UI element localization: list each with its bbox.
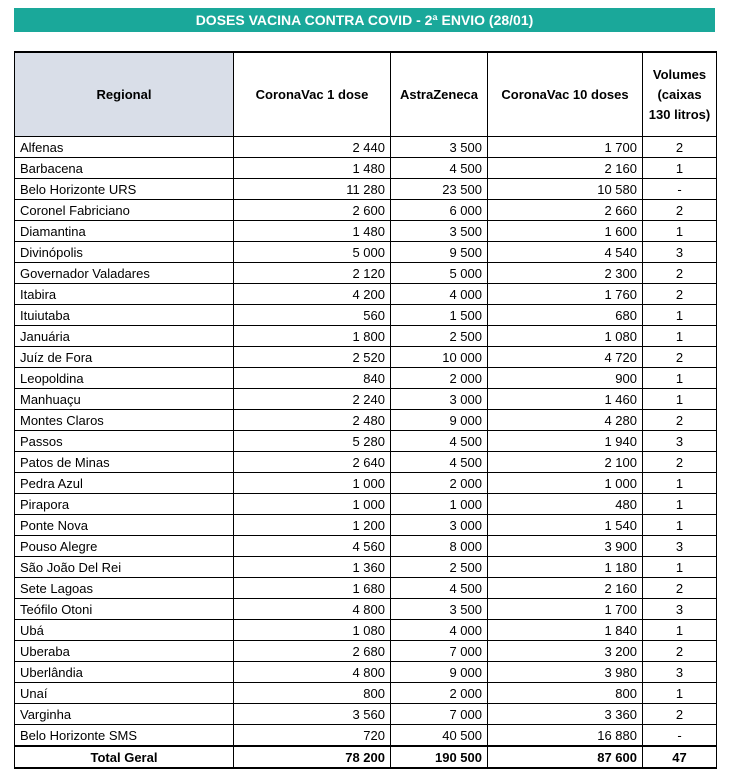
regional-name: Januária [15,326,234,347]
table-row [15,683,717,704]
astrazeneca-cell: 3 000 [391,389,488,410]
table-row [15,473,717,494]
astrazeneca-cell: 8 000 [391,536,488,557]
coronavac-10-doses-cell: 680 [488,305,643,326]
astrazeneca-cell: 3 500 [391,599,488,620]
total-row [15,746,717,768]
coronavac-1-dose-cell: 2 640 [234,452,391,473]
coronavac-1-dose-cell: 2 600 [234,200,391,221]
table-row [15,284,717,305]
regional-name: São João Del Rei [15,557,234,578]
regional-name: Juíz de Fora [15,347,234,368]
table-row [15,641,717,662]
volumes-cell: 1 [643,389,717,410]
regional-name: Varginha [15,704,234,725]
volumes-cell: 1 [643,368,717,389]
volumes-cell: 3 [643,431,717,452]
astrazeneca-cell: 4 500 [391,158,488,179]
coronavac-10-doses-cell: 16 880 [488,725,643,747]
table-row [15,494,717,515]
coronavac-1-dose-cell: 4 200 [234,284,391,305]
astrazeneca-cell: 4 500 [391,431,488,452]
astrazeneca-cell: 9 000 [391,662,488,683]
table-row [15,326,717,347]
coronavac-10-doses-cell: 2 300 [488,263,643,284]
regional-name: Ponte Nova [15,515,234,536]
astrazeneca-cell: 3 500 [391,137,488,158]
coronavac-1-dose-cell: 1 680 [234,578,391,599]
regional-name: Alfenas [15,137,234,158]
astrazeneca-cell: 2 000 [391,368,488,389]
regional-name: Divinópolis [15,242,234,263]
volumes-cell: 1 [643,494,717,515]
table-row [15,221,717,242]
coronavac-10-doses-cell: 1 600 [488,221,643,242]
coronavac-1-dose-cell: 2 120 [234,263,391,284]
regional-name: Pedra Azul [15,473,234,494]
astrazeneca-cell: 1 500 [391,305,488,326]
table-row [15,158,717,179]
regional-name: Ubá [15,620,234,641]
volumes-cell: 1 [643,158,717,179]
table-row [15,263,717,284]
coronavac-10-doses-cell: 2 160 [488,158,643,179]
coronavac-10-doses-cell: 4 720 [488,347,643,368]
table-row [15,515,717,536]
regional-name: Coronel Fabriciano [15,200,234,221]
coronavac-1-dose-cell: 4 800 [234,599,391,620]
table-row [15,389,717,410]
coronavac-1-dose-cell: 1 800 [234,326,391,347]
regional-name: Patos de Minas [15,452,234,473]
header-coronavac-1-dose: CoronaVac 1 dose [234,52,391,137]
coronavac-10-doses-cell: 2 100 [488,452,643,473]
header-volumes: Volumes (caixas 130 litros) [643,52,717,137]
volumes-cell: 1 [643,620,717,641]
regional-name: Unaí [15,683,234,704]
volumes-cell: 2 [643,200,717,221]
coronavac-1-dose-cell: 2 520 [234,347,391,368]
astrazeneca-cell: 3 000 [391,515,488,536]
astrazeneca-cell: 6 000 [391,200,488,221]
coronavac-1-dose-cell: 1 200 [234,515,391,536]
astrazeneca-cell: 4 500 [391,452,488,473]
volumes-cell: - [643,179,717,200]
table-row [15,599,717,620]
volumes-cell: 2 [643,263,717,284]
regional-name: Pirapora [15,494,234,515]
coronavac-10-doses-cell: 1 460 [488,389,643,410]
regional-name: Passos [15,431,234,452]
header-row [15,52,717,137]
coronavac-10-doses-cell: 1 000 [488,473,643,494]
coronavac-10-doses-cell: 1 080 [488,326,643,347]
coronavac-1-dose-cell: 5 280 [234,431,391,452]
coronavac-1-dose-cell: 4 560 [234,536,391,557]
regional-name: Montes Claros [15,410,234,431]
coronavac-10-doses-cell: 4 280 [488,410,643,431]
regional-name: Pouso Alegre [15,536,234,557]
volumes-cell: 2 [643,284,717,305]
coronavac-1-dose-cell: 1 480 [234,158,391,179]
astrazeneca-cell: 2 000 [391,683,488,704]
astrazeneca-cell: 7 000 [391,641,488,662]
coronavac-10-doses-cell: 1 180 [488,557,643,578]
volumes-cell: 2 [643,704,717,725]
volumes-cell: 2 [643,347,717,368]
table-row [15,725,717,747]
coronavac-10-doses-cell: 1 700 [488,599,643,620]
table-row [15,578,717,599]
coronavac-10-doses-cell: 800 [488,683,643,704]
doses-table [14,51,717,769]
volumes-cell: 1 [643,473,717,494]
coronavac-10-doses-cell: 4 540 [488,242,643,263]
total-coronavac-1-dose: 78 200 [234,746,391,768]
coronavac-10-doses-cell: 1 540 [488,515,643,536]
coronavac-1-dose-cell: 2 440 [234,137,391,158]
table-row [15,242,717,263]
table-row [15,557,717,578]
astrazeneca-cell: 4 000 [391,620,488,641]
astrazeneca-cell: 23 500 [391,179,488,200]
volumes-cell: 1 [643,683,717,704]
page-title: DOSES VACINA CONTRA COVID - 2ª ENVIO (28/01) [14,8,715,32]
total-coronavac-10-doses: 87 600 [488,746,643,768]
coronavac-10-doses-cell: 3 360 [488,704,643,725]
regional-name: Manhuaçu [15,389,234,410]
regional-name: Uberlândia [15,662,234,683]
volumes-cell: 3 [643,536,717,557]
coronavac-1-dose-cell: 560 [234,305,391,326]
regional-name: Diamantina [15,221,234,242]
astrazeneca-cell: 3 500 [391,221,488,242]
coronavac-1-dose-cell: 1 360 [234,557,391,578]
coronavac-1-dose-cell: 4 800 [234,662,391,683]
astrazeneca-cell: 2 500 [391,557,488,578]
regional-name: Governador Valadares [15,263,234,284]
coronavac-10-doses-cell: 3 980 [488,662,643,683]
table-row [15,200,717,221]
coronavac-1-dose-cell: 2 680 [234,641,391,662]
volumes-cell: 1 [643,557,717,578]
astrazeneca-cell: 9 000 [391,410,488,431]
regional-name: Teófilo Otoni [15,599,234,620]
coronavac-1-dose-cell: 11 280 [234,179,391,200]
coronavac-1-dose-cell: 1 000 [234,494,391,515]
table-body [15,137,717,747]
astrazeneca-cell: 2 500 [391,326,488,347]
volumes-cell: 1 [643,515,717,536]
coronavac-1-dose-cell: 840 [234,368,391,389]
coronavac-10-doses-cell: 1 700 [488,137,643,158]
coronavac-1-dose-cell: 3 560 [234,704,391,725]
table-row [15,179,717,200]
regional-name: Ituiutaba [15,305,234,326]
coronavac-1-dose-cell: 1 000 [234,473,391,494]
table-row [15,452,717,473]
table-row [15,137,717,158]
header-regional: Regional [15,52,234,137]
astrazeneca-cell: 9 500 [391,242,488,263]
coronavac-1-dose-cell: 1 480 [234,221,391,242]
regional-name: Belo Horizonte SMS [15,725,234,747]
coronavac-10-doses-cell: 480 [488,494,643,515]
coronavac-1-dose-cell: 800 [234,683,391,704]
astrazeneca-cell: 4 000 [391,284,488,305]
header-astrazeneca: AstraZeneca [391,52,488,137]
table-row [15,620,717,641]
coronavac-1-dose-cell: 1 080 [234,620,391,641]
total-label: Total Geral [15,746,234,768]
table-row [15,368,717,389]
volumes-cell: 2 [643,578,717,599]
astrazeneca-cell: 2 000 [391,473,488,494]
table-row [15,704,717,725]
table-row [15,305,717,326]
volumes-cell: 2 [643,137,717,158]
coronavac-10-doses-cell: 3 200 [488,641,643,662]
total-astrazeneca: 190 500 [391,746,488,768]
volumes-cell: 2 [643,452,717,473]
regional-name: Belo Horizonte URS [15,179,234,200]
volumes-cell: 3 [643,242,717,263]
astrazeneca-cell: 7 000 [391,704,488,725]
coronavac-10-doses-cell: 2 160 [488,578,643,599]
regional-name: Sete Lagoas [15,578,234,599]
regional-name: Barbacena [15,158,234,179]
volumes-cell: 3 [643,662,717,683]
table-row [15,431,717,452]
astrazeneca-cell: 40 500 [391,725,488,747]
table-row [15,347,717,368]
table-row [15,410,717,431]
table-row [15,662,717,683]
volumes-cell: 1 [643,221,717,242]
coronavac-1-dose-cell: 5 000 [234,242,391,263]
table-row [15,536,717,557]
volumes-cell: 3 [643,599,717,620]
coronavac-1-dose-cell: 2 480 [234,410,391,431]
volumes-cell: 1 [643,326,717,347]
coronavac-10-doses-cell: 1 840 [488,620,643,641]
regional-name: Itabira [15,284,234,305]
volumes-cell: - [643,725,717,747]
coronavac-1-dose-cell: 2 240 [234,389,391,410]
total-volumes: 47 [643,746,717,768]
astrazeneca-cell: 10 000 [391,347,488,368]
regional-name: Uberaba [15,641,234,662]
volumes-cell: 1 [643,305,717,326]
astrazeneca-cell: 5 000 [391,263,488,284]
coronavac-10-doses-cell: 2 660 [488,200,643,221]
coronavac-10-doses-cell: 1 940 [488,431,643,452]
coronavac-10-doses-cell: 3 900 [488,536,643,557]
regional-name: Leopoldina [15,368,234,389]
astrazeneca-cell: 4 500 [391,578,488,599]
coronavac-1-dose-cell: 720 [234,725,391,747]
volumes-cell: 2 [643,641,717,662]
astrazeneca-cell: 1 000 [391,494,488,515]
volumes-cell: 2 [643,410,717,431]
coronavac-10-doses-cell: 10 580 [488,179,643,200]
coronavac-10-doses-cell: 1 760 [488,284,643,305]
header-coronavac-10-doses: CoronaVac 10 doses [488,52,643,137]
coronavac-10-doses-cell: 900 [488,368,643,389]
